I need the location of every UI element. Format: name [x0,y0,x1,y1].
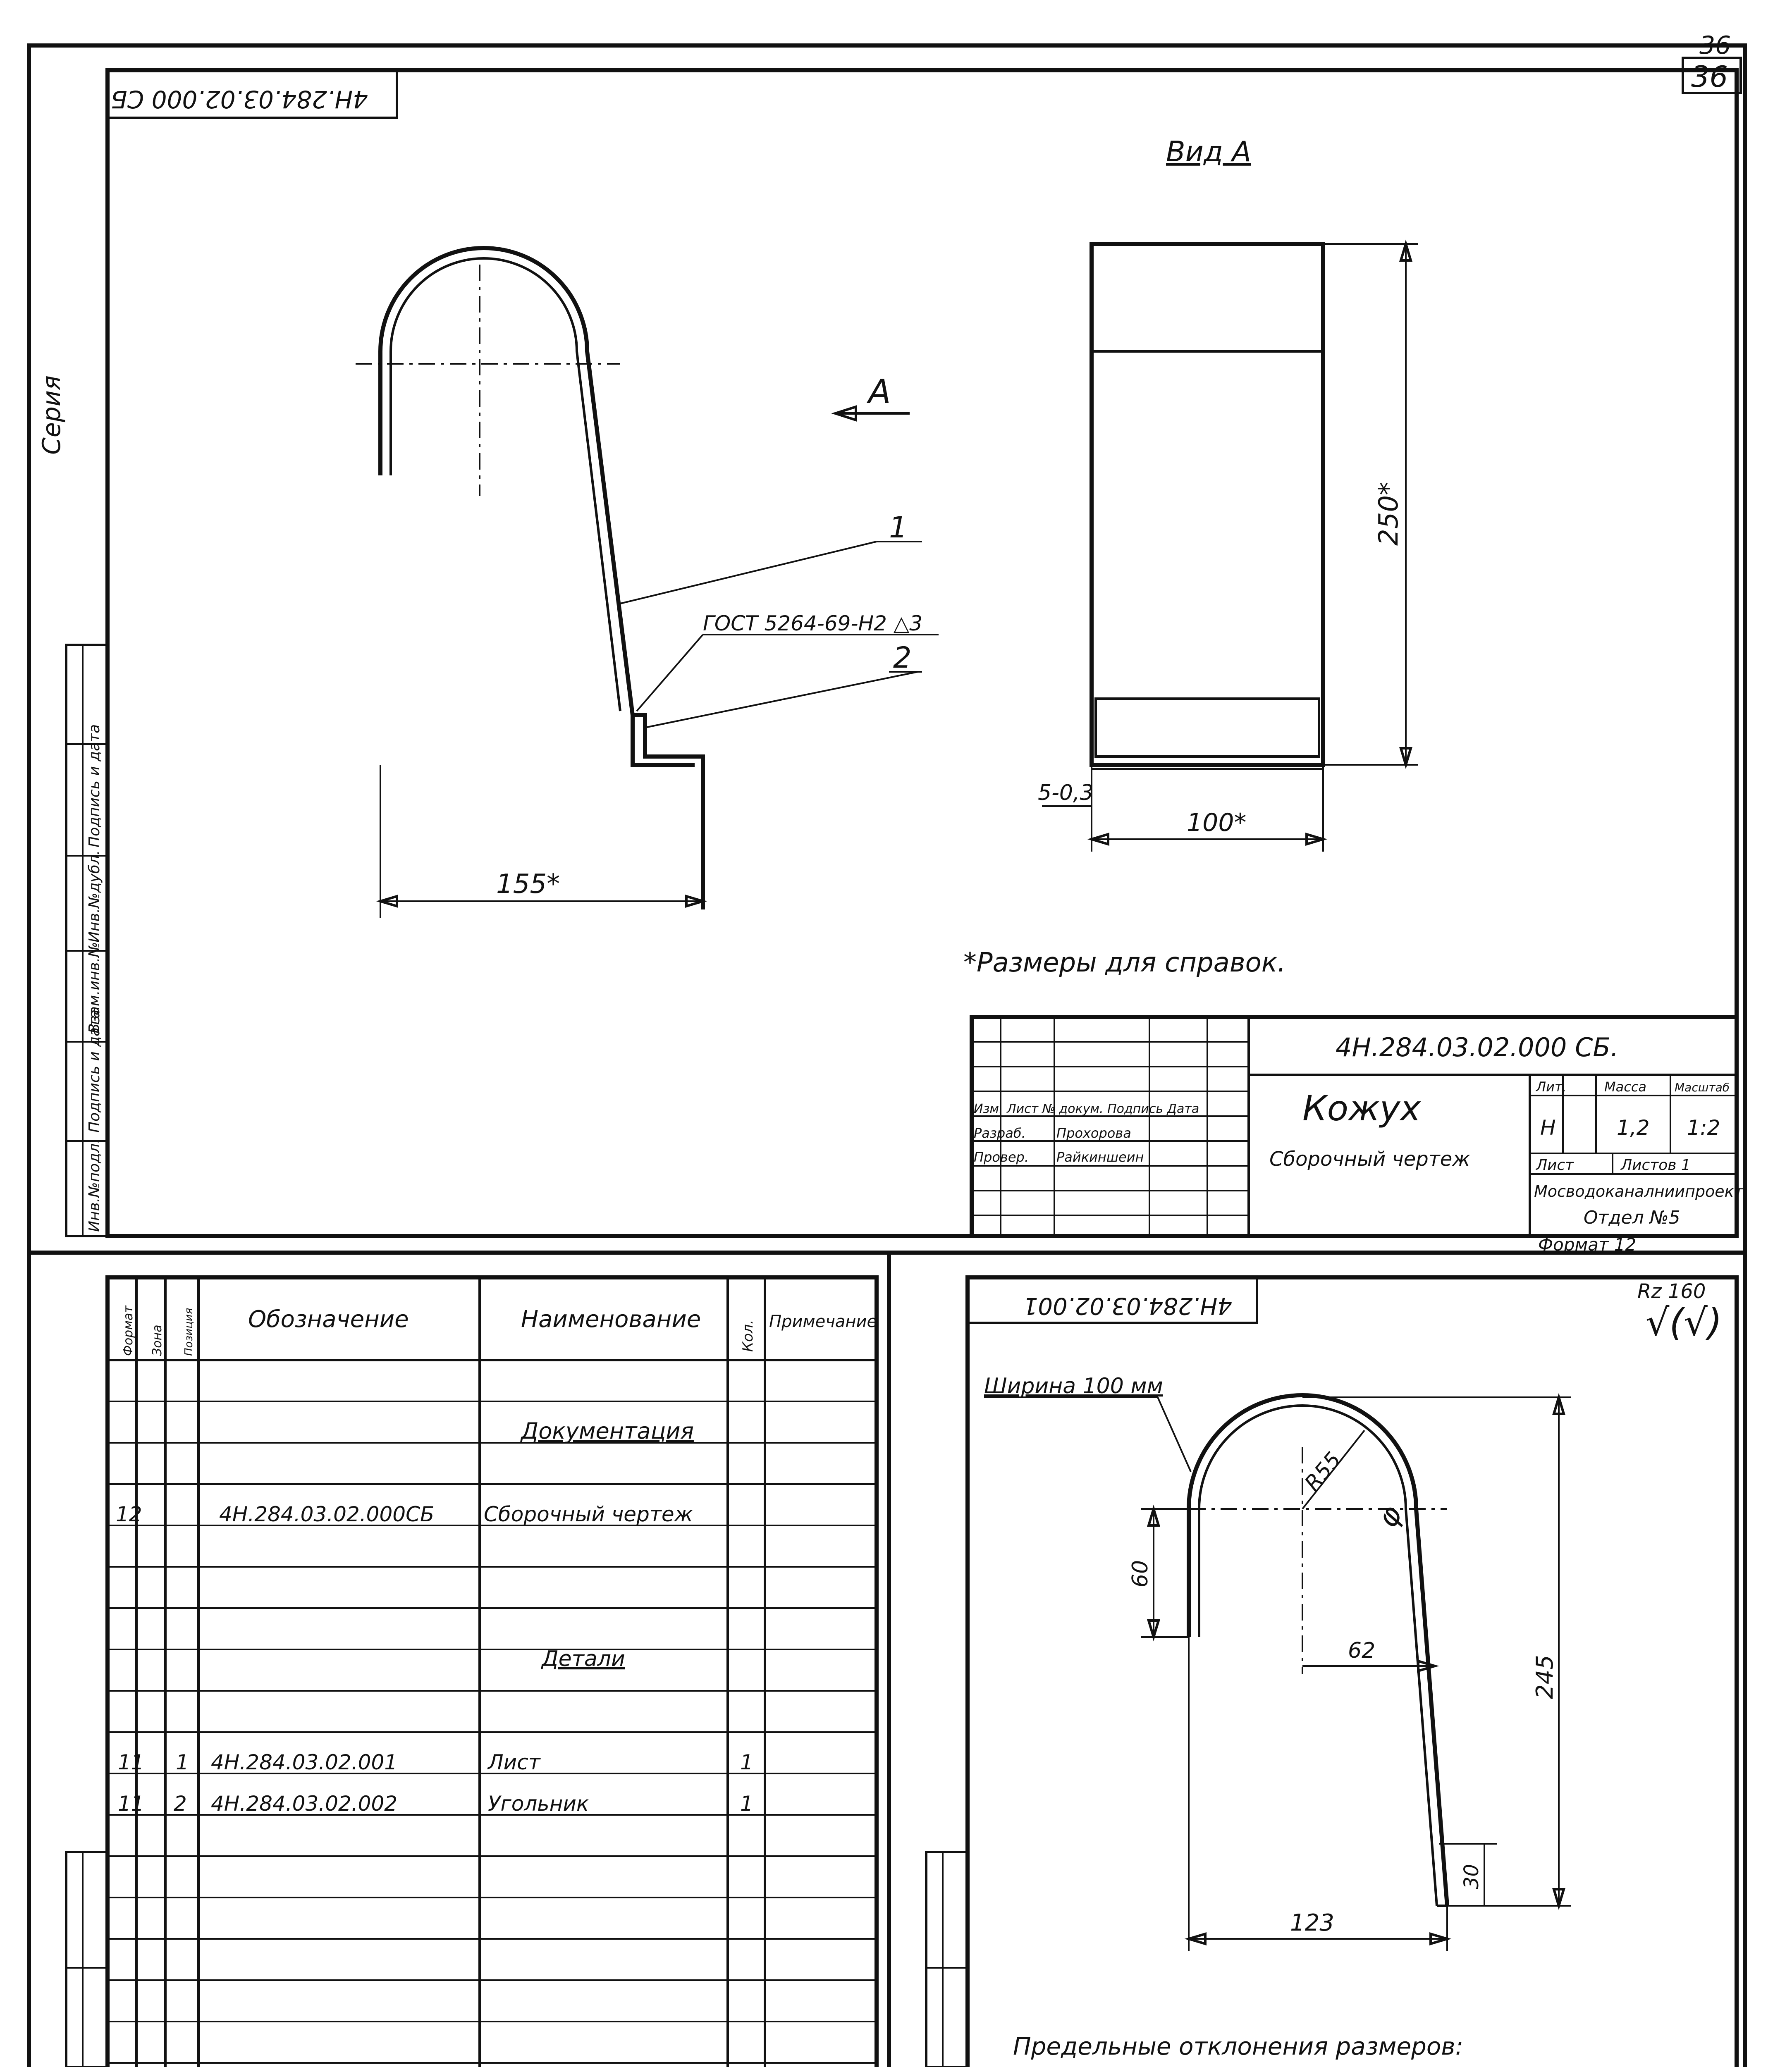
svg-text:Инв.№подл.: Инв.№подл. [86,1139,103,1232]
part-profile [984,1374,1571,1951]
svg-text:Зона: Зона [150,1325,165,1356]
side-label-series: Серия [37,375,66,455]
spec-row-1-name: Сборочный чертеж [484,1502,693,1526]
spec-row-3-qty: 1 [740,1750,753,1774]
spec-row-3-pos: 1 [176,1750,189,1774]
callouts [620,511,939,728]
top-panel [66,70,1744,1255]
view-a-label: Вид А [1166,136,1251,168]
dim-5: 5-0,3 [1038,780,1094,805]
dim-245: 245 [1532,1655,1558,1699]
spec-row-3-name: Лист [488,1750,540,1774]
spec-row-3-code: 4Н.284.03.02.001 [211,1750,398,1774]
top-tb-sheet: Лист [1536,1157,1574,1174]
dim-100: 100* [1187,808,1247,837]
part-width-note: Ширина 100 мм [984,1374,1163,1399]
top-tb-col-scale: Масштаб [1675,1081,1730,1094]
dim-30: 30 [1460,1864,1483,1889]
top-tb-code: 4Н.284.03.02.000 СБ. [1336,1032,1619,1062]
spec-row-4-qty: 1 [740,1792,753,1816]
spec-row-4-code: 4Н.284.03.02.002 [211,1792,398,1816]
dim-250: 250* [1374,482,1404,546]
top-tb-header-row: Изм. Лист № докум. Подпись Дата [974,1102,1199,1116]
top-tb-sheets: Листов 1 [1621,1157,1691,1174]
dim-123: 123 [1290,1909,1334,1936]
spec-side-cells [66,1852,108,2067]
assembly-profile [356,248,703,918]
spec-header-note: Примечание [769,1312,877,1331]
reference-note: *Размеры для справок. [963,948,1286,978]
dim-r55: R55 [1300,1447,1346,1496]
svg-text:Инв.№дубл.: Инв.№дубл. [86,850,103,943]
spec-row-4-format: 11 [118,1792,144,1816]
section-arrow-label: А [868,372,891,411]
top-side-cells [66,645,108,1236]
callout-2: 2 [893,641,912,675]
svg-text:Подпись и дата: Подпись и дата [86,1009,103,1133]
tolerance-note-1: Предельные отклонения размеров: [1013,2032,1464,2060]
spec-row-0-name: Документация [521,1418,694,1444]
top-tb-razrab: Разраб. [974,1125,1026,1141]
spec-header-name: Наименование [521,1306,701,1333]
spec-row-4-name: Угольник [488,1792,589,1816]
spec-row-4-pos: 2 [174,1792,187,1816]
dim-62: 62 [1348,1638,1376,1663]
top-tb-prover-name: Райкиншеин [1056,1149,1144,1165]
top-tb-org: Мосводоканалниипроект [1534,1182,1743,1201]
view-a [1038,136,1418,852]
sheet-number-top: 36 [1699,31,1731,60]
top-title-block [972,1017,1744,1255]
thickness-mark-1: φ [1370,1499,1409,1533]
spec-row-1-code: 4Н.284.03.02.000СБ [219,1502,435,1526]
spec-row-3-format: 11 [118,1750,144,1774]
sheet-number-box-text: 36 [1691,60,1728,94]
top-tb-col-mass: Масса [1604,1079,1647,1095]
svg-text:Кол.: Кол. [740,1320,756,1352]
top-tb-razrab-name: Прохорова [1056,1125,1131,1141]
top-tb-prover: Провер. [974,1149,1029,1165]
top-tb-format: Формат 12 [1538,1234,1637,1255]
spec-panel [66,1277,877,2067]
top-tb-lit: Н [1540,1116,1556,1140]
callout-1: 1 [889,511,908,544]
top-tb-dept: Отдел №5 [1584,1207,1680,1228]
top-stamp-code: 4Н.284.03.02.000 СБ [111,85,368,113]
svg-text:Позиция: Позиция [183,1308,195,1356]
spec-row-1-format: 12 [116,1502,142,1526]
part-side-cells [926,1852,968,2067]
spec-row-2-name: Детали [542,1647,625,1671]
spec-header-code: Обозначение [248,1306,409,1333]
dim-155: 155* [496,869,560,900]
section-arrow [835,372,910,420]
dim-60: 60 [1128,1560,1153,1587]
top-tb-scale: 1:2 [1687,1116,1720,1140]
part-panel [926,1277,1744,2067]
top-tb-name: Кожух [1302,1088,1421,1129]
part-stamp-code: 4Н.284.03.02.001 [1023,1292,1232,1319]
part-roughness: Rz 160 [1637,1280,1706,1303]
svg-text:Взам.инв.№: Взам.инв.№ [86,942,103,1034]
part-roughness-symbol: √(√) [1646,1301,1722,1344]
top-tb-subtitle: Сборочный чертеж [1269,1148,1470,1171]
weld-note: ГОСТ 5264-69-Н2 △3 [703,611,923,635]
top-tb-mass: 1,2 [1617,1116,1650,1140]
top-tb-col-lit: Лит. [1536,1079,1567,1095]
svg-text:Подпись и дата: Подпись и дата [86,724,103,847]
svg-text:Формат: Формат [121,1306,136,1356]
